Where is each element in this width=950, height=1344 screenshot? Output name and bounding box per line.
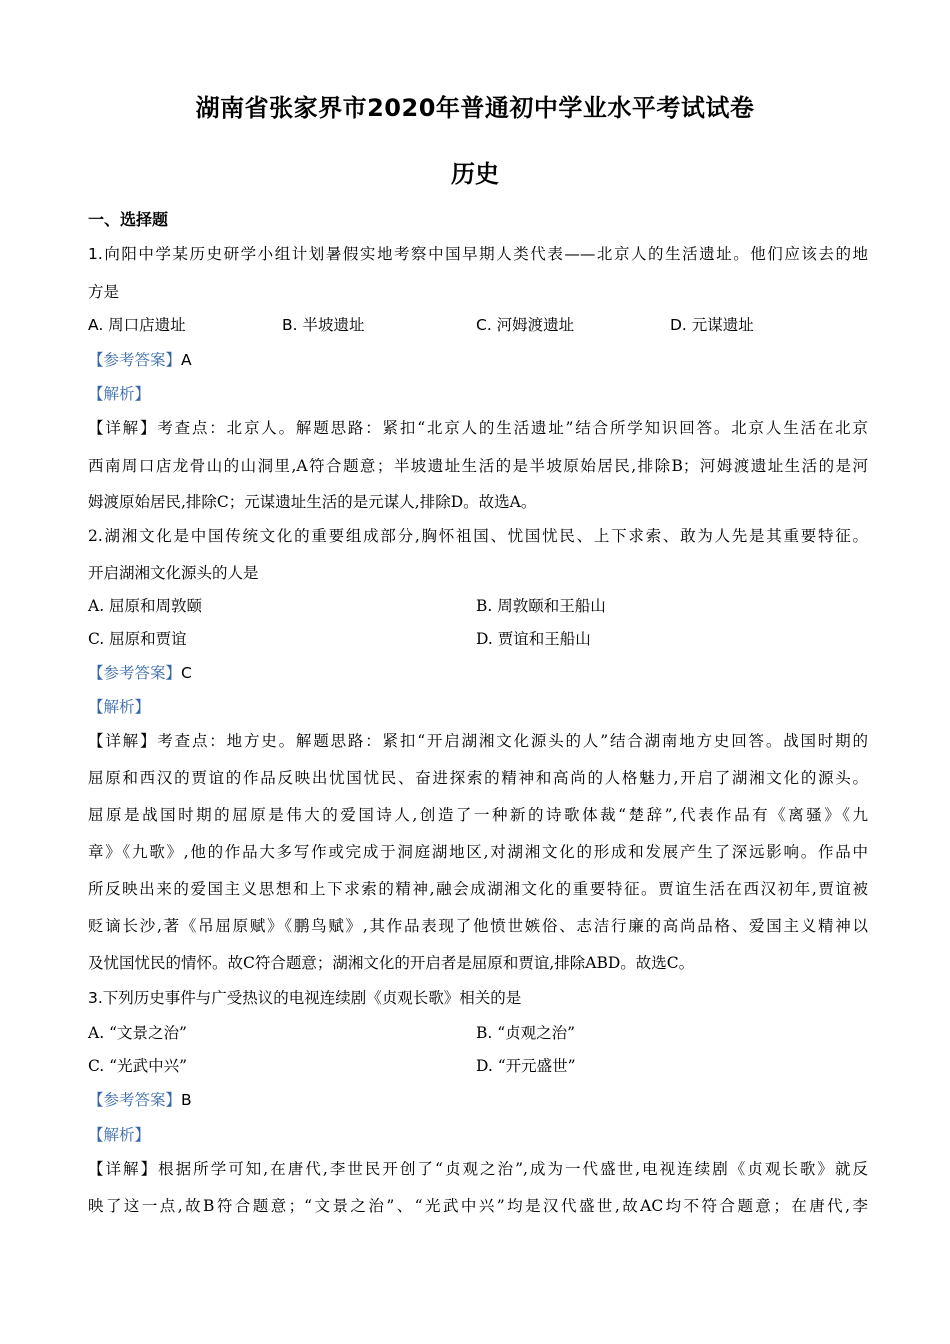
q2-option-b: B. 周敦颐和王船山 <box>476 597 606 615</box>
q2-detail-line-3: 屈原是战国时期的屈原是伟大的爱国诗人,创造了一种新的诗歌体裁“楚辞”,代表作品有《离骚》《九 <box>88 806 868 824</box>
q1-option-c: C. 河姆渡遗址 <box>476 316 575 334</box>
q1-detail-line-1 <box>88 418 868 438</box>
q2-detail-line-2: 屈原和西汉的贾谊的作品反映出忧国忧民、奋进探索的精神和高尚的人格魅力,开启了湖湘文化的源头。 <box>88 769 868 787</box>
q2-answer-value: C <box>181 664 192 682</box>
q3-answer <box>88 1090 868 1110</box>
subject-title: 历史 <box>451 160 499 188</box>
q1-answer-value: A <box>181 351 192 369</box>
q1-detail-line-3: 姆渡原始居民,排除C；元谋遗址生活的是元谋人,排除D。故选A。 <box>88 493 537 511</box>
q1-option-b: B. 半坡遗址 <box>282 316 365 334</box>
q3-option-a: A. “文景之治” <box>88 1024 187 1042</box>
q1-detail-text-1: 考查点：北京人。解题思路：紧扣“北京人的生活遗址”结合所学知识回答。北京人生活在北京 <box>157 419 868 437</box>
q1-option-a: A. 周口店遗址 <box>88 316 186 334</box>
q2-detail-line-7: 及忧国忧民的情怀。故C符合题意；湖湘文化的开启者是屈原和贾谊,排除ABD。故选C。 <box>88 954 695 972</box>
q2-option-d: D. 贾谊和王船山 <box>476 630 591 648</box>
detail-label: 【详解】 <box>88 732 158 750</box>
exam-title: 湖南省张家界市2020年普通初中学业水平考试试卷 <box>195 94 755 122</box>
q2-detail-text-1: 考查点：地方史。解题思路：紧扣“开启湖湘文化源头的人”结合湖南地方史回答。战国时期的 <box>157 732 868 750</box>
q3-answer-value: B <box>181 1091 192 1109</box>
detail-label: 【详解】 <box>88 419 158 437</box>
q2-detail-line-5: 所反映出来的爱国主义思想和上下求索的精神,融会成湖湘文化的重要特征。贾谊生活在西汉初年,贾谊被 <box>88 880 868 898</box>
q1-answer <box>88 350 868 370</box>
answer-label: 【参考答案】 <box>88 351 182 369</box>
q2-detail-line-6: 贬谪长沙,著《吊屈原赋》《鹏鸟赋》,其作品表现了他愤世嫉俗、志洁行廉的高尚品格、爱国主义精神以 <box>88 917 868 935</box>
q2-stem-line-2: 开启湖湘文化源头的人是 <box>88 564 259 582</box>
q1-analysis-label: 【解析】 <box>88 385 151 403</box>
answer-label: 【参考答案】 <box>88 664 182 682</box>
q2-option-c: C. 屈原和贾谊 <box>88 630 187 648</box>
q3-option-d: D. “开元盛世” <box>476 1057 576 1075</box>
q3-detail-line-1 <box>88 1159 868 1179</box>
q3-stem-line-1: 3.下列历史事件与广受热议的电视连续剧《贞观长歌》相关的是 <box>88 989 522 1007</box>
q2-option-a: A. 屈原和周敦颐 <box>88 597 203 615</box>
q2-answer <box>88 663 868 683</box>
section-heading: 一、选择题 <box>88 210 169 229</box>
answer-label: 【参考答案】 <box>88 1091 182 1109</box>
detail-label: 【详解】 <box>88 1160 159 1178</box>
q1-option-d: D. 元谋遗址 <box>670 316 754 334</box>
q3-detail-line-2: 映了这一点,故B符合题意；“文景之治”、“光武中兴”均是汉代盛世,故AC均不符合题意；在唐代,李 <box>88 1197 868 1215</box>
q3-analysis-label: 【解析】 <box>88 1126 151 1144</box>
q2-analysis-label: 【解析】 <box>88 698 151 716</box>
q1-stem-line-1: 1.向阳中学某历史研学小组计划暑假实地考察中国早期人类代表——北京人的生活遗址。他们应该去的地 <box>88 245 868 263</box>
q2-detail-line-4: 章》《九歌》,他的作品大多写作或完成于洞庭湖地区,对湖湘文化的形成和发展产生了深远影响。作品中 <box>88 843 868 861</box>
q3-option-c: C. “光武中兴” <box>88 1057 188 1075</box>
q3-detail-text-1: 根据所学可知,在唐代,李世民开创了“贞观之治”,成为一代盛世,电视连续剧《贞观长歌》就反 <box>158 1160 868 1178</box>
q1-detail-line-2: 西南周口店龙骨山的山洞里,A符合题意；半坡遗址生活的是半坡原始居民,排除B；河姆渡遗址生活的是河 <box>88 457 868 475</box>
q1-stem-line-2: 方是 <box>88 283 120 301</box>
q3-option-b: B. “贞观之治” <box>476 1024 576 1042</box>
q2-detail-line-1 <box>88 731 868 751</box>
q2-stem-line-1: 2.湖湘文化是中国传统文化的重要组成部分,胸怀祖国、忧国忧民、上下求索、敢为人先是其重要特征。 <box>88 527 868 545</box>
